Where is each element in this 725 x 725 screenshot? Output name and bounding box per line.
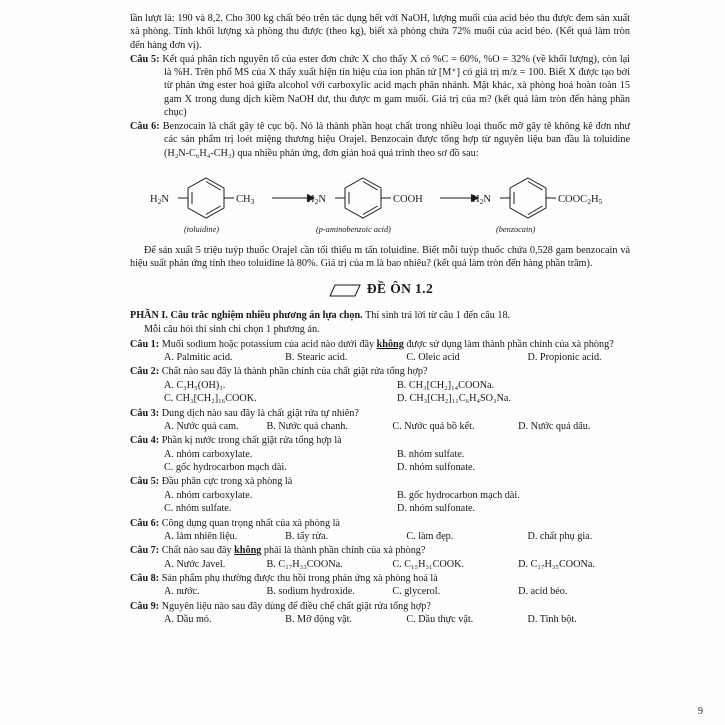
part-label: PHẦN I. Câu trắc nghiệm nhiều phương án lựa chọn. xyxy=(130,310,363,322)
question-label: Câu 6: xyxy=(130,121,160,132)
part-note: Thí sinh trả lời từ câu 1 đến câu 18. xyxy=(365,310,511,322)
question-3 xyxy=(130,407,630,420)
question-emph: không xyxy=(376,338,404,350)
question-label: Câu 6: xyxy=(130,517,160,529)
question-text: Công dụng quan trọng nhất của xà phòng là xyxy=(161,517,340,529)
question-text: Đầu phân cực trong xà phòng là xyxy=(161,476,293,488)
question-label: Câu 2: xyxy=(130,366,160,378)
question-7 xyxy=(130,544,630,557)
paragraph-after-scheme: Để sản xuất 5 triệu tuýp thuốc Orajel cần tối thiểu m tấn toluidine. Biết mỗi tuýp thuốc chứa 0,528 gam benzocain và hiệu suất phản ứng tính theo toluidine là 80%. Giá trị của m là bao nhiêu? (kết quả làm tròn đến hàng phần trăm). xyxy=(130,244,630,269)
question-4 xyxy=(130,434,630,447)
option-d[interactable]: D. nhóm sulfonate. xyxy=(397,503,476,515)
option-b[interactable]: B. nhóm sulfate. xyxy=(397,448,465,460)
question-text: Nguyên liệu nào sau đây dùng để điều chế chất giặt rửa tổng hợp? xyxy=(161,600,431,612)
question-8 xyxy=(130,572,630,585)
option-c[interactable]: C. Nước quả bồ kết. xyxy=(392,420,475,432)
options-1 xyxy=(130,351,630,364)
option-a[interactable]: A. Nước quả cam. xyxy=(164,420,239,432)
page-content xyxy=(130,12,630,626)
question-text: Benzocain là chất gây tê cục bộ. Nó là thành phần hoạt chất trong nhiều loại thuốc mỡ gây tê không kê đơn như các sản phẩm trị loét miệng thương hiệu Orajel. Benzocain được tổng hợp từ nguyên liệu ban đầu là toluidine (H₂N-C₆H₄-CH₃) qua nhiều phản ứng, đơn giản hoá quá trình theo sơ đồ sau: xyxy=(162,121,631,159)
option-c[interactable]: C. Dầu thực vật. xyxy=(406,613,474,625)
paragraph-continued: lần lượt là: 190 và 8,2. Cho 300 kg chất béo trên tác dụng hết với NaOH, lượng muối của acid béo thu được đem sản xuất xà phòng. Tính khối lượng xà phòng thu được (theo kg), biết xà phòng chứa 72% muối của acid béo. (Kết quả làm tròn đến hàng đơn vị). xyxy=(130,13,630,51)
option-c[interactable]: C. làm đẹp. xyxy=(406,530,454,542)
option-b[interactable]: B. Stearic acid. xyxy=(285,352,348,363)
option-a[interactable]: A. Nước Javel. xyxy=(164,558,226,570)
option-a[interactable]: A. làm nhiên liệu. xyxy=(164,530,238,542)
part-heading xyxy=(130,309,630,322)
option-a[interactable]: A. C₃H₅(OH)₃. xyxy=(164,379,226,391)
question-text-b: được sử dụng làm thành phần chính của xà phòng? xyxy=(403,338,614,350)
option-b[interactable]: B. Mỡ động vật. xyxy=(285,613,352,625)
page-number: 9 xyxy=(698,706,703,717)
svg-text:H2N: H2N xyxy=(307,193,326,206)
scheme-label-2: (p-aminobenzoic acid) xyxy=(316,224,391,234)
svg-text:COOC2H5: COOC2H5 xyxy=(558,193,603,206)
question-label: Câu 8: xyxy=(130,573,160,585)
options-5-row1 xyxy=(130,489,630,502)
question-5 xyxy=(130,475,630,488)
option-c[interactable]: C. Oleic acid xyxy=(406,352,460,363)
option-c[interactable]: C. nhóm sulfate. xyxy=(164,503,232,515)
options-2-row2 xyxy=(130,392,630,405)
question-text: Kết quả phân tích nguyên tố của ester đơn chức X cho thấy X có %C = 60%, %O = 32% (về khối lượng), còn lại là %H. Trên phổ MS của X thấy xuất hiện tín hiệu của ion phân tử [M⁺] có giá trị m/z = 100. Biết X được tạo bởi từ phản ứng ester hoá giữa alcohol với carboxylic acid mạch phân nhánh. Mặt khác, xà phòng hoá hoàn toàn 15 gam X trong dung dịch kiềm NaOH dư, thu được m gam muối. Giá trị của m? (kết quả làm tròn đến hàng phần chục) xyxy=(162,53,631,118)
option-c[interactable]: C. CH₃[CH₂]₁₆COOK. xyxy=(164,393,257,405)
option-c[interactable]: C. C₁₅H₃₁COOK. xyxy=(392,558,464,570)
option-a[interactable]: A. Dầu mỏ. xyxy=(164,613,212,625)
question-text-b: phải là thành phần chính của xà phòng? xyxy=(261,545,426,557)
option-b[interactable]: B. CH₃[CH₂]₁₄COONa. xyxy=(397,379,495,391)
part-subnote: Mỗi câu hỏi thí sinh chỉ chọn 1 phương án. xyxy=(144,323,320,335)
ribbon-icon xyxy=(327,283,361,298)
svg-text:H2N: H2N xyxy=(150,193,169,206)
exam-section-banner xyxy=(327,281,433,297)
scheme-label-1: (toluidine) xyxy=(184,224,220,234)
question-label: Câu 4: xyxy=(130,435,160,447)
option-b[interactable]: B. tẩy rửa. xyxy=(285,530,329,542)
reaction-scheme xyxy=(130,166,630,240)
option-d[interactable]: D. Nước quả dâu. xyxy=(518,420,591,432)
exam-section-title: ĐỀ ÔN 1.2 xyxy=(366,281,434,297)
option-a[interactable]: A. nhóm carboxylate. xyxy=(164,448,253,460)
options-8 xyxy=(130,585,630,598)
question-6 xyxy=(130,517,630,530)
option-c[interactable]: C. gốc hydrocarbon mạch dài. xyxy=(164,462,287,474)
option-d[interactable]: D. Tinh bột. xyxy=(527,613,577,625)
question-text: Chất nào sau đây là thành phần chính của chất giặt rửa tổng hợp? xyxy=(161,366,428,378)
svg-text:COOH: COOH xyxy=(393,193,423,205)
question-label: Câu 1: xyxy=(130,338,160,350)
svg-text:CH3: CH3 xyxy=(236,193,255,206)
question-label: Câu 7: xyxy=(130,545,160,557)
option-d[interactable]: D. CH₃[CH₂]₁₁C₆H₄SO₃Na. xyxy=(397,393,512,405)
options-5-row2 xyxy=(130,502,630,515)
options-4-row2 xyxy=(130,461,630,474)
question-label: Câu 5: xyxy=(130,53,160,65)
option-a[interactable]: A. nhóm carboxylate. xyxy=(164,489,253,501)
options-4-row1 xyxy=(130,448,630,461)
options-7 xyxy=(130,558,630,571)
options-3 xyxy=(130,420,630,433)
option-d[interactable]: D. acid béo. xyxy=(518,586,568,598)
options-2-row1 xyxy=(130,379,630,392)
question-text-a: Muối sodium hoặc potassium của acid nào dưới đây xyxy=(161,338,377,350)
question-label: Câu 5: xyxy=(130,476,160,488)
question-2 xyxy=(130,365,630,378)
option-d[interactable]: D. chất phụ gia. xyxy=(527,530,593,542)
question-text-a: Chất nào sau đây xyxy=(161,545,235,557)
option-c[interactable]: C. glycerol. xyxy=(392,586,441,598)
question-top-5 xyxy=(130,53,630,119)
option-d[interactable]: D. nhóm sulfonate. xyxy=(397,462,476,474)
option-a[interactable]: A. nước. xyxy=(164,586,200,598)
question-label: Câu 9: xyxy=(130,600,160,612)
option-b[interactable]: B. gốc hydrocarbon mạch dài. xyxy=(397,489,520,501)
option-b[interactable]: B. C₁₇H₃₃COONa. xyxy=(266,558,343,570)
question-top-6 xyxy=(130,120,630,160)
scheme-label-3: (benzocain) xyxy=(496,224,536,234)
options-9 xyxy=(130,613,630,626)
question-text: Dung dịch nào sau đây là chất giặt rửa tự nhiên? xyxy=(161,407,359,419)
question-text: Sản phẩm phụ thường được thu hồi trong phản ứng xà phòng hoá là xyxy=(161,573,438,585)
option-b[interactable]: B. sodium hydroxide. xyxy=(266,586,355,598)
option-d[interactable]: D. Propionic acid. xyxy=(527,352,602,363)
question-emph: không xyxy=(234,545,262,557)
svg-text:H2N: H2N xyxy=(472,193,491,206)
reaction-scheme-figure xyxy=(148,166,618,243)
question-text: Phần kị nước trong chất giặt rửa tổng hợp là xyxy=(161,435,342,447)
option-b[interactable]: B. Nước quả chanh. xyxy=(266,420,348,432)
question-label: Câu 3: xyxy=(130,407,160,419)
option-d[interactable]: D. C₁₇H₃₅COONa. xyxy=(518,558,595,570)
options-6 xyxy=(130,530,630,543)
question-1 xyxy=(130,338,630,351)
exam-section-heading xyxy=(130,280,630,302)
question-9 xyxy=(130,600,630,613)
option-a[interactable]: A. Palmitic acid. xyxy=(164,352,233,363)
